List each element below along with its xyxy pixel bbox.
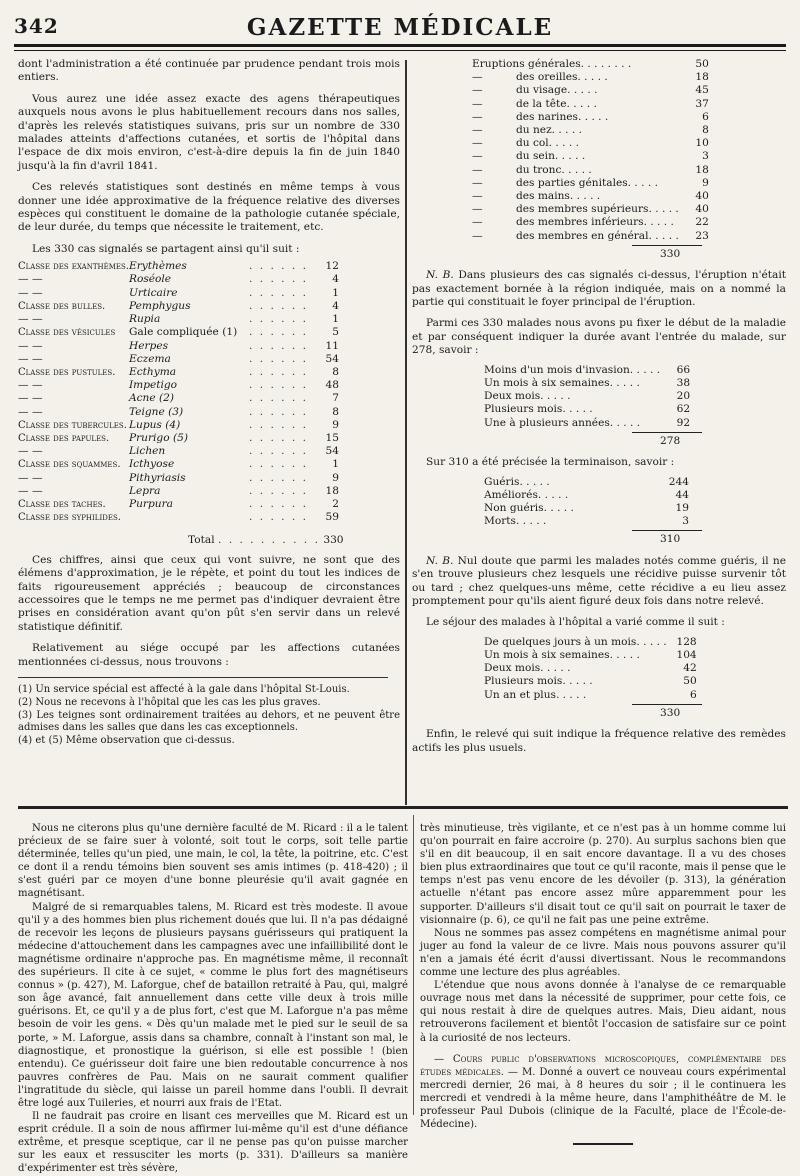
table-row [18,498,339,511]
eruptions-total: 330 [660,247,681,260]
paragraph: Enfin, le relevé qui suit indique la fréquence relative des remèdes actifs les plus usuels. [412,728,786,754]
dash-cell: — [472,176,483,189]
table-row [472,58,709,71]
sum-rule [632,704,702,705]
case-count: 4 [332,273,339,286]
dash-cell: — [472,97,483,110]
announcement [420,1053,786,1132]
dash-cell: — [472,84,483,97]
paragraph: Parmi ces 330 malades nous avons pu fixer le début de la maladie et par conséquent indiquer la durée avant l'entrée du malade, sur 278, savoir : [412,317,786,357]
table-row [18,379,339,392]
class-cell: — — [18,352,43,365]
sejour-table [484,636,697,702]
footnote: (3) Les teignes sont ordinairement traitées au dehors, et ne peuvent être admises dans les salles que dans les cas exceptionnels. [18,709,400,734]
region-label: Eruptions générales. . . . . . . . [472,58,632,70]
disease-name: Ecthyma [128,365,177,378]
total-row [188,534,400,547]
disease-name: Pithyriasis [128,471,186,484]
paragraph: Le séjour des malades à l'hôpital a varié comme il suit : [426,616,725,629]
disease-name: Purpura [128,497,173,510]
row-label: Moins d'un mois d'invasion. . . . . [484,363,661,376]
dot-leader: . . . . . . [248,313,309,326]
disease-name: Acne (2) [128,392,175,405]
class-cell: — — [18,405,43,418]
dot-leader: . . . . . . [248,431,309,444]
table-row [472,190,709,203]
table-row [18,432,339,445]
paragraph: Ces chiffres, ainsi que ceux qui vont suivre, ne sont que des élémens d'approximation, je le répète, et point du tout les indices de faits rigoureusement appréciés ; beaucoup de circonstances accessoires que le temps ne me permet pas d'indiquer devraient être prises en considération avant qu'on pût s'en servir dans un relevé statistique définitif. [18,553,400,633]
classes-table [18,260,339,524]
nb-label: N. B. [426,269,454,282]
table-row [18,485,339,498]
table-row [472,164,709,177]
class-cell: Classe des vésicules [18,327,116,339]
nb-paragraph [412,555,786,609]
dot-leader: . . . . . . [248,286,309,299]
table-row [484,364,690,377]
row-value: 128 [676,635,697,648]
row-value: 66 [676,363,691,376]
table-row [484,403,690,416]
row-value: 92 [676,416,691,429]
dot-leader: . . . . . . [248,326,309,339]
table-row [472,111,709,124]
table-row [484,515,689,528]
disease-name: Lichen [128,445,166,458]
row-label: Plusieurs mois. . . . . [484,675,593,688]
paragraph: très minutieuse, très vigilante, et ce n'est pas à un homme comme lui qu'on pourrait en faire accroire (p. 270). Au surplus sachons bien que s'il en dit beaucoup, il en sait encore davantage. Il a vu des choses bien plus extraordinaires que tout ce qu'il raconte, mais il pense que le temps n'est pas venu encore de les dévoiler (p. 313), la génération actuelle n'étant pas encore assez mûre apparemment pour les supporter. D'ailleurs s'il disait tout ce qu'il sait on pourrait le taxer de visionnaire (p. 6), ce qu'il ne fait pas une peine extrême. [420,823,786,926]
table-row [18,511,339,524]
case-count: 11 [325,339,339,352]
class-cell: — — [18,471,43,484]
row-label: Un mois à six semaines. . . . . [484,648,640,661]
term-total: 310 [660,533,681,546]
paragraph: Ces relevés statistiques sont destinés en même temps à vous donner une idée approximative de la fréquence relative des diverses espèces qui constituent le domaine de la pathologie cutanée spéciale, de leur durée, du temps que nécessite le traitement, etc. [18,181,400,234]
dot-leader: . . . . . . [248,260,309,273]
case-count: 7 [332,392,339,405]
row-value: 20 [676,390,691,403]
dash-cell: — [472,71,483,84]
nb-paragraph [412,269,786,309]
dash-cell: — [472,190,483,203]
region-label: du col. . . . . [516,137,579,150]
table-row [484,689,697,702]
duree-table [484,364,690,430]
case-count: 50 [695,58,709,70]
class-cell: Classe des squammes. [18,459,121,471]
row-label: De quelques jours à un mois. . . . . [484,635,667,648]
table-row [472,203,709,216]
table-row [472,84,709,97]
disease-name: Erythèmes [128,260,187,273]
case-count: 1 [332,313,339,326]
class-cell: Classe des papules. [18,432,110,444]
announcement-text: — M. Donné a ouvert ce nouveau cours expérimental mercredi dernier, 26 mai, à 8 heures du soir ; il le continuera les mercredi et vendredi à la même heure, dans l'amphithéâtre de M. le professeur Paul Dubois (clinique de la Faculté, place de l'École-de-Médecine). [420,1066,786,1131]
class-cell: Classe des syphilides. [18,512,121,524]
disease-name: Eczema [128,352,171,365]
dash-cell: — [472,229,483,242]
dot-leader: . . . . . . . . . . [217,534,320,547]
paragraph: Nous ne sommes pas assez compétens en magnétisme animal pour juger au fond la valeur de ce livre. Mais nous pouvons assurer qu'il n'en a jamais été écrit d'aussi divertissant. Nous le recommandons comme une lecture des plus agréables. [420,927,786,979]
dash-cell: — [472,203,483,216]
announcement-heading: — Cours public d'observations microscopiques, complémentaire des études médicales. [420,1053,786,1078]
class-cell: — — [18,286,43,299]
page-header [14,14,786,48]
duree-total: 278 [660,434,681,447]
paragraph: Sur 310 a été précisée la terminaison, savoir : [426,456,675,469]
left-column [18,58,400,748]
class-cell: Classe des tubercules. [18,419,127,431]
terminaison-table [484,476,689,529]
disease-name: Roséole [128,273,172,286]
case-count: 8 [332,365,339,378]
row-label: Guéris. . . . . [484,475,550,488]
journal-title: GAZETTE MÉDICALE [246,14,554,41]
paragraph: dont l'administration a été continuée par prudence pendant trois mois entiers. [18,58,400,84]
table-row [472,216,709,229]
region-label: des membres supérieurs. . . . . [516,203,679,216]
right-column [412,58,786,755]
dot-leader: . . . . . . [248,339,309,352]
bottom-column-divider [413,815,414,1115]
row-label: Non guéris. . . . . [484,501,574,514]
paragraph: L'étendue que nous avons donnée à l'analyse de ce remarquable ouvrage nous met dans la nécessité de supprimer, pour cette fois, ce qui nous restait à dire de quelques autres. Mais, Dieu aidant, nous retrouverons facilement et bientôt l'occasion de satisfaire sur ce point à la curiosité de nos lecteurs. [420,980,786,1044]
sum-rule [632,245,702,246]
row-value: 104 [676,648,697,661]
disease-name: Urticaire [128,286,178,299]
table-row [484,502,689,515]
dot-leader: . . . . . . [248,379,309,392]
table-row [484,675,697,688]
case-count: 54 [325,445,339,458]
row-label: Améliorés. . . . . [484,488,569,501]
dot-leader: . . . . . . [248,445,309,458]
nb-text: Nul doute que parmi les malades notés comme guéris, il ne s'en trouve plusieurs chez lesquels une récidive puisse survenir tôt ou tard ; chez quelques-uns même, cette récidive a eu lieu assez promptement pour qu'ils aient figuré deux fois dans notre relevé. [412,554,786,607]
class-cell: — — [18,445,43,458]
total-value: 330 [323,534,344,547]
table-row [18,445,339,458]
table-row [472,71,709,84]
region-label: des parties génitales. . . . . [516,176,658,189]
table-row [472,124,709,137]
class-cell: Classe des exanthèmes. [18,261,129,273]
class-cell: Classe des pustules. [18,366,116,378]
table-row [18,366,339,379]
class-cell: — — [18,379,43,392]
sum-rule [632,530,702,531]
footnote: (2) Nous ne recevons à l'hôpital que les cas les plus graves. [18,696,321,708]
table-row [472,150,709,163]
footnote-rule [18,677,388,678]
table-row [484,417,690,430]
dot-leader: . . . . . . [248,392,309,405]
dash-cell: — [472,110,483,123]
region-label: des narines. . . . . [516,110,609,123]
case-count: 40 [695,203,709,216]
dot-leader: . . . . . . [248,365,309,378]
dot-leader: . . . . . . [248,471,309,484]
nb-text: Dans plusieurs des cas signalés ci-dessus, l'éruption n'était pas exactement bornée à la région indiquée, mais on a nommé la partie qui constituait le foyer principal de l'éruption. [412,269,786,309]
table-row [18,313,339,326]
case-count: 40 [695,190,709,203]
disease-name: Rupia [128,313,161,326]
disease-name [129,511,249,524]
disease-name: Teigne (3) [128,405,184,418]
case-count: 23 [695,229,709,242]
case-count: 9 [332,418,339,431]
table-row [18,273,339,286]
row-value: 50 [683,675,697,688]
header-rule-thin [14,50,786,51]
eruptions-table [472,58,709,243]
table-row [18,458,339,471]
case-count: 59 [325,511,339,524]
table-row [472,98,709,111]
nb-label: N. B. [426,554,454,567]
table-row [484,636,697,649]
paragraph: Malgré de si remarquables talens, M. Ricard est très modeste. Il avoue qu'il y a des hommes bien plus richement doués que lui. Il n'a pas dédaigné de recevoir les leçons de plusieurs paysans guérisseurs qui pratiquent la médecine d'attouchement dans les campagnes avec une infaillibilité dont le magnétisme ordinaire n'approche pas. En magnétisme même, il reconnaît des supérieurs. Il cite à ce sujet, « comme le plus fort des magnétiseurs connus » (p. 427), M. Laforgue, chef de bataillon retraité à Pau, qui, malgré son âge avancé, fait annuellement dans cette ville deux à trois mille guérisons. Et, ce qu'il y a de plus fort, c'est que M. Laforgue n'a pas même besoin de voir les gens. « Dès qu'un malade met le pied sur le seuil de sa porte, » M. Laforgue, assis dans sa chambre, connaît à l'instant son mal, le diagnostique, et pronostique la guérison, si elle est possible ! (bien entendu). Ce guérisseur doit faire une bien redoutable concurrence à nos pauvres confrères de Pau. Mais on ne saurait comment qualifier l'ingratitude du siècle, qui laisse un pareil homme dans l'oubli. Il devrait être logé aux Tuileries, et nourri aux frais de l'Etat. [18,901,408,1109]
disease-name: Gale compliquée (1) [128,326,238,339]
case-count: 9 [702,176,709,189]
region-label: des membres inférieurs. . . . . [516,216,674,229]
table-row [18,326,339,339]
dot-leader: . . . . . . [248,352,309,365]
end-rule [573,1143,633,1145]
table-row [484,649,697,662]
table-row [18,392,339,405]
case-count: 22 [695,216,709,229]
case-count: 18 [695,71,709,84]
disease-name: Prurigo (5) [128,431,188,444]
table-row [18,419,339,432]
row-value: 244 [668,475,689,488]
table-row [18,406,339,419]
table-row [18,287,339,300]
region-label: du tronc. . . . . [516,163,592,176]
header-rule-thick [14,44,786,47]
table-row [18,472,339,485]
dash-cell: — [472,163,483,176]
row-label: Un mois à six semaines. . . . . [484,376,640,389]
column-divider [405,60,407,805]
sejour-total: 330 [660,706,681,719]
row-value: 6 [689,688,697,701]
class-cell: — — [18,484,43,497]
footnote: (4) et (5) Même observation que ci-dessus. [18,735,235,747]
footnote: (1) Un service spécial est affecté à la gale dans l'hôpital St-Louis. [18,684,350,695]
table-row [484,489,689,502]
row-value: 3 [682,515,689,528]
dot-leader: . . . . . . [248,497,309,510]
region-label: de la tête. . . . . [516,97,597,110]
paragraph: Vous aurez une idée assez exacte des agens thérapeutiques auxquels nous avons le plus habituellement recours dans nos salles, d'après les relevés statistiques suivans, pris sur un nombre de 330 malades atteints d'affections cutanées, et sortis de l'hôpital dans l'espace de dix mois environ, c'est-à-dire depuis la fin de juin 1840 jusqu'à la fin d'avril 1841. [18,92,400,172]
dot-leader: . . . . . . [248,511,309,524]
table-row [472,137,709,150]
class-cell: Classe des bulles. [18,300,106,312]
case-count: 4 [332,299,339,312]
row-label: Une à plusieurs années. . . . . [484,416,641,429]
dot-leader: . . . . . . [248,418,309,431]
case-count: 8 [702,124,709,137]
class-cell: — — [18,273,43,286]
case-count: 2 [332,497,339,510]
sum-rule [632,432,702,433]
dot-leader: . . . . . . [248,273,309,286]
case-count: 1 [332,458,339,471]
region-label: du sein. . . . . [516,150,586,163]
table-row [484,377,690,390]
disease-name: Pemphygus [128,299,191,312]
table-row [18,353,339,366]
section-divider [18,806,788,809]
disease-name: Lepra [128,484,161,497]
row-value: 44 [675,488,689,501]
case-count: 18 [695,163,709,176]
row-label: Morts. . . . . [484,515,547,528]
region-label: du visage. . . . . [516,84,598,97]
case-count: 37 [695,97,709,110]
feuilleton-left [18,822,408,1176]
footnotes [18,684,400,748]
class-cell: — — [18,313,43,326]
disease-name: Impetigo [128,379,178,392]
row-label: Plusieurs mois. . . . . [484,403,593,416]
disease-name: Herpes [128,339,169,352]
row-label: Deux mois. . . . . [484,662,571,675]
dot-leader: . . . . . . [248,484,309,497]
case-count: 15 [325,431,339,444]
region-label: des oreilles. . . . . [516,71,608,84]
class-cell: — — [18,392,43,405]
row-label: Deux mois. . . . . [484,390,571,403]
dash-cell: — [472,150,483,163]
table-row [484,476,689,489]
dash-cell: — [472,124,483,137]
case-count: 9 [332,471,339,484]
dot-leader: . . . . . . [248,405,309,418]
paragraph: Relativement au siége occupé par les affections cutanées mentionnées ci-dessus, nous trouvons : [18,642,400,668]
table-row [18,260,339,273]
table-row [18,300,339,313]
dash-cell: — [472,216,483,229]
total-label: Total [188,534,215,547]
case-count: 3 [702,150,709,163]
row-value: 38 [676,376,691,389]
page-number: 342 [14,14,59,38]
feuilleton-right [420,822,786,1145]
table-row [472,177,709,190]
dot-leader: . . . . . . [248,299,309,312]
region-label: des mains. . . . . [516,190,601,203]
case-count: 10 [695,137,709,150]
paragraph: Il ne faudrait pas croire en lisant ces merveilles que M. Ricard est un esprit crédule. Il a soin de nous affirmer lui-même qu'il est d'une défiance extrême, et presque sceptique, car il ne pense pas qu'on puisse marcher sur les eaux et ressusciter les morts (p. 331). D'ailleurs sa manière d'expérimenter est très sévère, [18,1111,408,1175]
dot-leader: . . . . . . [248,458,309,471]
table-row [18,340,339,353]
case-count: 12 [325,260,339,273]
case-count: 6 [702,110,709,123]
row-label: Un an et plus. . . . . [484,688,587,701]
case-count: 5 [332,326,339,339]
case-count: 48 [325,379,339,392]
disease-name: Icthyose [128,458,175,471]
dash-cell: — [472,137,483,150]
case-count: 18 [325,484,339,497]
table-row [472,230,709,243]
class-cell: — — [18,339,43,352]
paragraph: Nous ne citerons plus qu'une dernière faculté de M. Ricard : il a le talent précieux de se faire suer à volonté, soit tout le corps, soit telle partie déterminée, telles qu'un pied, une main, le col, la tête, la poitrine, etc. C'est ce dont il a rendu témoins bien souvent ses amis intimes (p. 418-420) ; il s'est guéri par ce moyen d'une bonne pleurésie qu'il avait gagnée en magnétisant. [18,823,408,900]
case-count: 45 [695,84,709,97]
case-count: 54 [325,352,339,365]
region-label: des membres en général. . . . . [516,229,679,242]
table-row [484,662,697,675]
case-count: 1 [332,286,339,299]
paragraph: Les 330 cas signalés se partagent ainsi qu'il suit : [32,242,300,255]
row-value: 42 [683,662,697,675]
region-label: du nez. . . . . [516,124,582,137]
disease-name: Lupus (4) [128,418,181,431]
case-count: 8 [332,405,339,418]
row-value: 62 [676,403,691,416]
table-row [484,390,690,403]
row-value: 19 [675,501,689,514]
class-cell: Classe des taches. [18,498,106,510]
